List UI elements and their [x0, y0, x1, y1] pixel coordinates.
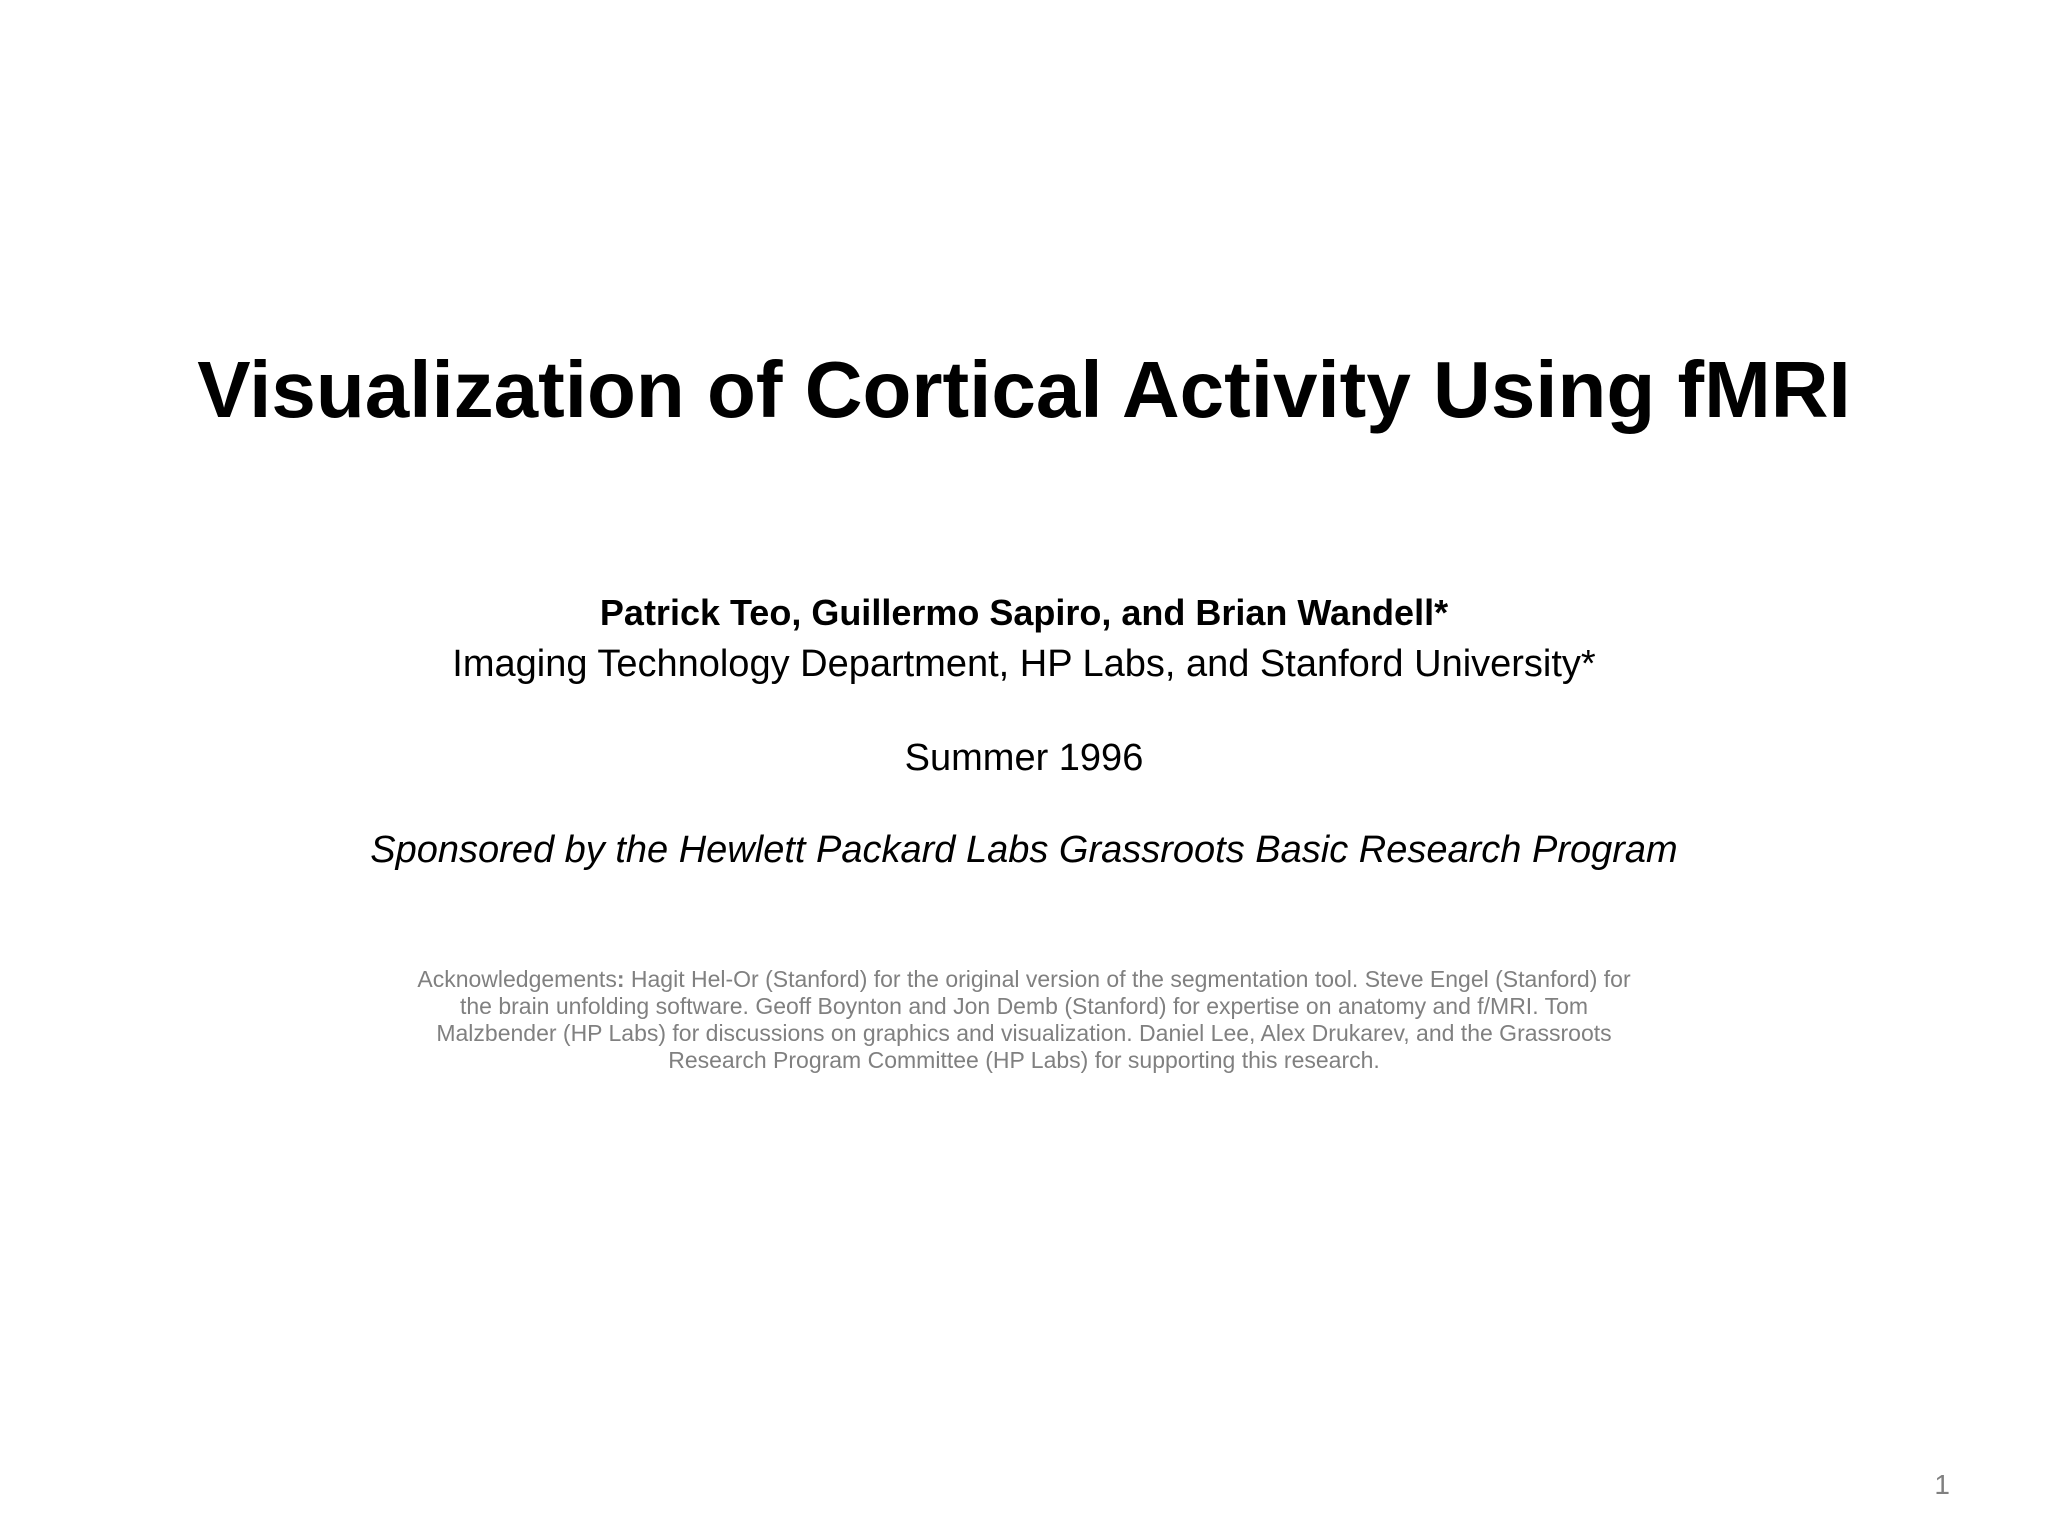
author-list: Patrick Teo, Guillermo Sapiro, and Brian Wandell*: [599, 592, 1449, 633]
slide-title: Visualization of Cortical Activity Using fMRI: [197, 345, 1851, 434]
acknowledgements-line-4: Research Program Committee (HP Labs) for supporting this research.: [668, 1047, 1380, 1073]
acknowledgements-colon: :: [616, 966, 625, 992]
sponsor-note: Sponsored by the Hewlett Packard Labs Grassroots Basic Research Program: [370, 829, 1678, 871]
acknowledgements-line-3: Malzbender (HP Labs) for discussions on graphics and visualization. Daniel Lee, Alex Drukarev, and the Grassroots: [436, 1020, 1612, 1046]
acknowledgements-line-2: the brain unfolding software. Geoff Boynton and Jon Demb (Stanford) for expertise on anatomy and f/MRI. Tom: [459, 993, 1589, 1019]
page-number: 1: [1934, 1469, 1950, 1500]
acknowledgements-line-1: [330, 966, 1718, 993]
acknowledgements-label: Acknowledgements: [417, 966, 617, 992]
presentation-date: Summer 1996: [904, 737, 1144, 779]
acknowledgements: [330, 966, 1718, 1074]
affiliation: Imaging Technology Department, HP Labs, and Stanford University*: [452, 643, 1596, 685]
acknowledgements-text: Hagit Hel-Or (Stanford) for the original version of the segmentation tool. Steve Engel (Stanford) for: [624, 966, 1631, 992]
